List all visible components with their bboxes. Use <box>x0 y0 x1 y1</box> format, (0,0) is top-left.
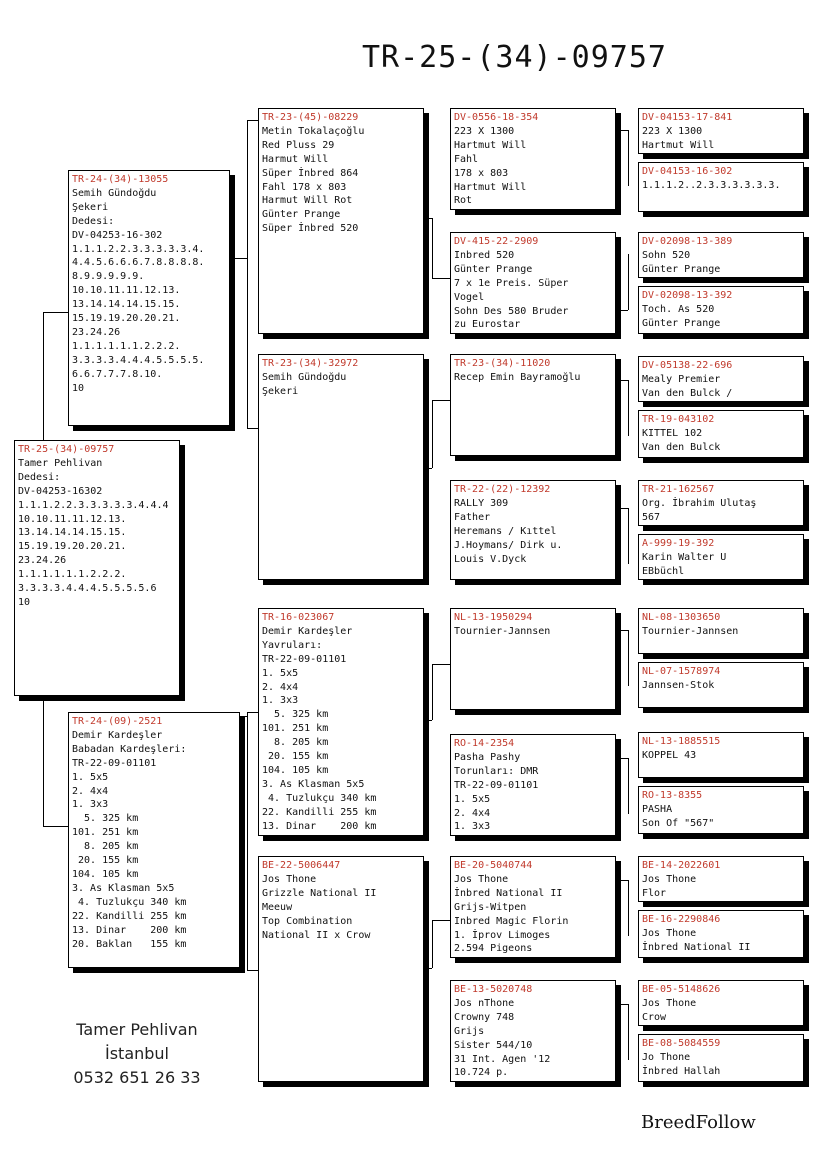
pedigree-line: 3. As Klasman 5x5 <box>262 778 365 790</box>
great-grandparent-card[interactable] <box>638 232 804 278</box>
sire-sire-sire-card[interactable] <box>450 108 616 210</box>
great-grandparent-card[interactable] <box>638 162 804 212</box>
pedigree-line: 3.3.3.3.4.4.4.5.5.5.5.6 <box>18 583 157 595</box>
sire-dam-card[interactable] <box>258 354 424 580</box>
ring-number: TR-24-(34)-13055 <box>72 174 169 185</box>
pedigree-line: Toch. As 520 <box>642 303 715 315</box>
ring-number: NL-07-1578974 <box>642 666 721 677</box>
connector <box>424 968 432 969</box>
contact-city: İstanbul <box>104 1044 169 1063</box>
connector <box>628 1004 629 1060</box>
connector <box>247 970 258 971</box>
pedigree-line: Pasha Pashy <box>454 751 521 763</box>
pedigree-line: Fahl 178 x 803 <box>262 181 347 193</box>
ring-number: BE-14-2022601 <box>642 860 721 871</box>
sire-sire-card[interactable] <box>258 108 424 334</box>
pedigree-line: Inbred 520 <box>454 249 515 261</box>
pedigree-line: Harmut Will <box>262 153 329 165</box>
connector <box>628 880 629 936</box>
pedigree-line: 2. 4x4 <box>72 785 109 797</box>
dam-sire-dam-card[interactable] <box>450 734 616 836</box>
connector <box>247 428 258 429</box>
pedigree-line: Flor <box>642 887 667 899</box>
pedigree-line: National II x Crow <box>262 929 371 941</box>
pedigree-line: 1.1.1.2.2.3.3.3.3.3.4. <box>72 243 205 255</box>
great-grandparent-card[interactable] <box>638 980 804 1026</box>
great-grandparent-card[interactable] <box>638 786 804 834</box>
pedigree-line: Tournier-Jannsen <box>642 625 739 637</box>
sire-dam-dam-card[interactable] <box>450 480 616 580</box>
connector <box>628 254 629 310</box>
ring-number: TR-16-023067 <box>262 612 335 623</box>
connector <box>424 468 432 469</box>
ring-number: BE-08-5084559 <box>642 1038 721 1049</box>
pedigree-line: Father <box>454 511 491 523</box>
connector <box>432 400 450 401</box>
pedigree-line: Günter Prange <box>642 317 721 329</box>
connector <box>247 120 258 121</box>
pedigree-line: Jos Thone <box>642 873 697 885</box>
sire-sire-dam-card[interactable] <box>450 232 616 334</box>
ring-number: DV-415-22-2909 <box>454 236 539 247</box>
ring-number: NL-13-1950294 <box>454 612 533 623</box>
pedigree-line: KITTEL 102 <box>642 427 703 439</box>
pedigree-line: Org. İbrahim Ulutaş <box>642 497 757 509</box>
connector <box>432 920 433 968</box>
pedigree-line: PASHA <box>642 803 673 815</box>
pedigree-line: 10.10.11.11.12.13. <box>18 513 127 525</box>
pedigree-line: J.Hoymans/ Dirk u. <box>454 539 563 551</box>
sire-dam-sire-card[interactable] <box>450 354 616 456</box>
pedigree-line: Meeuw <box>262 901 293 913</box>
pedigree-line: Crow <box>642 1011 667 1023</box>
connector <box>424 720 432 721</box>
pedigree-line: Mealy Premier <box>642 373 721 385</box>
connector <box>43 826 69 827</box>
pedigree-line: 8. 205 km <box>72 841 139 853</box>
pedigree-line: Torunları: DMR <box>454 765 539 777</box>
connector <box>247 712 248 970</box>
pedigree-line: Top Combination <box>262 915 353 927</box>
connector <box>230 258 247 259</box>
pedigree-line: 101. 251 km <box>72 827 139 839</box>
connector <box>43 696 44 826</box>
pedigree-line: 22. Kandilli 255 km <box>262 806 377 818</box>
connector <box>240 716 247 717</box>
pedigree-line: Hartmut Will <box>454 181 527 193</box>
ring-number: DV-04153-17-841 <box>642 112 733 123</box>
ring-number: DV-02098-13-389 <box>642 236 733 247</box>
pedigree-line: Jos Thone <box>454 873 509 885</box>
connector <box>432 664 433 720</box>
pedigree-line: Sohn 520 <box>642 249 691 261</box>
pedigree-line: Sohn Des 580 Bruder <box>454 305 569 317</box>
pedigree-line: 1. 3x3 <box>454 821 491 833</box>
pedigree-line: 23.24.26 <box>18 555 67 567</box>
pedigree-line: 1. 5x5 <box>262 667 299 679</box>
pedigree-line: 1.1.1.2.2.3.3.3.3.3.4.4.4 <box>18 499 169 511</box>
ring-number: TR-21-162567 <box>642 484 715 495</box>
pedigree-line: Grijs-Witpen <box>454 901 527 913</box>
connector <box>616 310 628 311</box>
pedigree-line: Şekeri <box>262 385 299 397</box>
contact-name: Tamer Pehlivan <box>76 1020 198 1039</box>
pedigree-line: DV-04253-16302 <box>18 485 103 497</box>
pedigree-line: Son Of "567" <box>642 817 715 829</box>
pedigree-line: Jos Thone <box>642 927 697 939</box>
pedigree-line: Grizzle National II <box>262 887 377 899</box>
pedigree-line: 5. 325 km <box>262 709 329 721</box>
pedigree-line: 3.3.3.3.4.4.4.5.5.5.5. <box>72 354 205 366</box>
pedigree-line: Demir Kardeşler <box>262 625 353 637</box>
connector <box>432 218 433 278</box>
ring-number: BE-05-5148626 <box>642 984 721 995</box>
great-grandparent-card[interactable] <box>638 356 804 402</box>
pedigree-line: İnbred National II <box>642 941 751 953</box>
page-title: TR-25-(34)-09757 <box>362 40 667 75</box>
pedigree-line: Dedesi: <box>72 215 115 227</box>
pedigree-line: 8.9.9.9.9.9. <box>72 271 145 283</box>
pedigree-line: Crowny 748 <box>454 1011 515 1023</box>
pedigree-line: Red Pluss 29 <box>262 139 335 151</box>
ring-number: TR-23-(34)-32972 <box>262 358 359 369</box>
connector <box>432 920 450 921</box>
pedigree-line: 10 <box>18 596 31 608</box>
connector <box>628 630 629 686</box>
pedigree-line: 31 Int. Agen '12 <box>454 1053 551 1065</box>
pedigree-line: 20. Baklan 155 km <box>72 938 187 950</box>
pedigree-line: Van den Bulck <box>642 441 721 453</box>
pedigree-line: 10.724 p. <box>454 1067 509 1079</box>
pedigree-line: 1.1.1.1.1.1.2.2.2. <box>18 569 127 581</box>
great-grandparent-card[interactable] <box>638 480 804 526</box>
pedigree-line: Harmut Will Rot <box>262 195 353 207</box>
great-grandparent-card[interactable] <box>638 856 804 902</box>
subject-card[interactable] <box>14 440 180 696</box>
connector <box>247 712 258 713</box>
pedigree-line: 101. 251 km <box>262 723 329 735</box>
great-grandparent-card[interactable] <box>638 410 804 458</box>
pedigree-line: 1. 5x5 <box>454 793 491 805</box>
dam-card[interactable] <box>68 712 240 968</box>
connector <box>432 400 433 468</box>
dam-dam-card[interactable] <box>258 856 424 1082</box>
ring-number: BE-20-5040744 <box>454 860 533 871</box>
pedigree-line: 178 x 803 <box>454 167 509 179</box>
pedigree-line: 1.1.1.2..2.3.3.3.3.3.3. <box>642 179 781 191</box>
connector <box>43 312 44 440</box>
connector <box>616 880 628 881</box>
pedigree-line: Yavruları: <box>262 639 323 651</box>
pedigree-line: Günter Prange <box>262 209 341 221</box>
pedigree-line: 8. 205 km <box>262 737 329 749</box>
connector <box>628 508 629 564</box>
pedigree-line: Metin Tokalaçoğlu <box>262 125 365 137</box>
pedigree-line: Van den Bulck / <box>642 387 733 399</box>
connector <box>247 120 248 428</box>
pedigree-line: Jannsen-Stok <box>642 679 715 691</box>
ring-number: DV-0556-18-354 <box>454 112 539 123</box>
dam-dam-dam-card[interactable] <box>450 980 616 1082</box>
connector <box>432 664 450 665</box>
pedigree-line: Günter Prange <box>454 263 533 275</box>
pedigree-line: Tamer Pehlivan <box>18 457 103 469</box>
pedigree-line: 13. Dinar 200 km <box>262 820 377 832</box>
pedigree-line: 567 <box>642 511 661 523</box>
pedigree-line: 1. 5x5 <box>72 771 109 783</box>
pedigree-line: DV-04253-16-302 <box>72 229 163 241</box>
pedigree-line: Rot <box>454 195 473 207</box>
connector <box>628 758 629 814</box>
connector <box>43 312 69 313</box>
pedigree-line: Inbred Magic Florin <box>454 915 569 927</box>
pedigree-line: 22. Kandilli 255 km <box>72 910 187 922</box>
pedigree-line: 20. 155 km <box>72 855 139 867</box>
connector <box>616 630 628 631</box>
contact-phone: 0532 651 26 33 <box>73 1068 201 1087</box>
pedigree-line: 104. 105 km <box>262 764 329 776</box>
pedigree-line: 10 <box>72 382 85 394</box>
pedigree-line: 223 X 1300 <box>454 125 515 137</box>
pedigree-line: zu Eurostar <box>454 319 521 331</box>
pedigree-line: Günter Prange <box>642 263 721 275</box>
pedigree-line: 3. As Klasman 5x5 <box>72 882 175 894</box>
ring-number: DV-04153-16-302 <box>642 166 733 177</box>
pedigree-line: KOPPEL 43 <box>642 749 697 761</box>
ring-number: NL-08-1303650 <box>642 612 721 623</box>
pedigree-line: Tournier-Jannsen <box>454 625 551 637</box>
brand-logo: BreedFollow <box>641 1112 756 1133</box>
contact-block <box>52 1018 222 1090</box>
ring-number: TR-25-(34)-09757 <box>18 444 115 455</box>
great-grandparent-card[interactable] <box>638 286 804 334</box>
pedigree-line: RALLY 309 <box>454 497 509 509</box>
ring-number: DV-05138-22-696 <box>642 360 733 371</box>
pedigree-line: Hartmut Will <box>454 139 527 151</box>
pedigree-line: 10.10.11.11.12.13. <box>72 285 181 297</box>
pedigree-line: EBbüchl <box>642 565 685 577</box>
ring-number: TR-22-(22)-12392 <box>454 484 551 495</box>
pedigree-line: 2.594 Pigeons <box>454 943 533 955</box>
pedigree-line: 1.1.1.1.1.1.2.2.2. <box>72 340 181 352</box>
connector <box>616 508 628 509</box>
pedigree-line: Babadan Kardeşleri: <box>72 743 187 755</box>
pedigree-line: Demir Kardeşler <box>72 729 163 741</box>
ring-number: TR-23-(45)-08229 <box>262 112 359 123</box>
ring-number: BE-16-2290846 <box>642 914 721 925</box>
dam-sire-sire-card[interactable] <box>450 608 616 710</box>
pedigree-line: 13.14.14.14.15.15. <box>72 299 181 311</box>
great-grandparent-card[interactable] <box>638 1034 804 1082</box>
pedigree-line: 20. 155 km <box>262 751 329 763</box>
pedigree-line: 13. Dinar 200 km <box>72 924 187 936</box>
great-grandparent-card[interactable] <box>638 534 804 580</box>
pedigree-line: 7 x 1e Preis. Süper <box>454 277 569 289</box>
connector <box>616 1004 628 1005</box>
great-grandparent-card[interactable] <box>638 608 804 654</box>
pedigree-line: Heremans / Kıttel <box>454 525 557 537</box>
pedigree-line: Louis V.Dyck <box>454 553 527 565</box>
pedigree-line: Vogel <box>454 291 485 303</box>
pedigree-line: Jo Thone <box>642 1051 691 1063</box>
dam-dam-sire-card[interactable] <box>450 856 616 958</box>
pedigree-line: TR-22-09-01101 <box>454 779 539 791</box>
pedigree-line: TR-22-09-01101 <box>72 757 157 769</box>
connector <box>628 380 629 436</box>
pedigree-line: Hartmut Will <box>642 139 715 151</box>
connector <box>616 380 628 381</box>
pedigree-line: 15.19.19.20.20.21. <box>72 313 181 325</box>
pedigree-line: Sister 544/10 <box>454 1039 533 1051</box>
pedigree-line: Şekeri <box>72 201 109 213</box>
pedigree-line: Jos nThone <box>454 997 515 1009</box>
ring-number: TR-24-(09)-2521 <box>72 716 163 727</box>
ring-number: BE-22-5006447 <box>262 860 341 871</box>
pedigree-line: Jos Thone <box>262 873 317 885</box>
pedigree-line: Grijs <box>454 1025 485 1037</box>
pedigree-line: Fahl <box>454 153 479 165</box>
ring-number: NL-13-1885515 <box>642 736 721 747</box>
connector <box>616 130 628 131</box>
pedigree-line: 1. İprov Limoges <box>454 929 551 941</box>
ring-number: A-999-19-392 <box>642 538 715 549</box>
great-grandparent-card[interactable] <box>638 108 804 154</box>
ring-number: TR-19-043102 <box>642 414 715 425</box>
connector <box>616 758 628 759</box>
pedigree-line: Süper İnbred 864 <box>262 167 359 179</box>
pedigree-line: 4. Tuzlukçu 340 km <box>262 792 377 804</box>
ring-number: BE-13-5020748 <box>454 984 533 995</box>
ring-number: RO-13-8355 <box>642 790 703 801</box>
pedigree-line: 1. 3x3 <box>262 695 299 707</box>
connector <box>424 218 432 219</box>
pedigree-line: Recep Emin Bayramoğlu <box>454 371 581 383</box>
pedigree-line: 23.24.26 <box>72 326 121 338</box>
sire-card[interactable] <box>68 170 230 426</box>
pedigree-line: Semih Gündoğdu <box>72 187 157 199</box>
dam-sire-card[interactable] <box>258 608 424 836</box>
pedigree-line: 104. 105 km <box>72 868 139 880</box>
ring-number: TR-23-(34)-11020 <box>454 358 551 369</box>
great-grandparent-card[interactable] <box>638 732 804 778</box>
pedigree-line: 1. 3x3 <box>72 799 109 811</box>
great-grandparent-card[interactable] <box>638 662 804 708</box>
pedigree-line: İnbred Hallah <box>642 1065 721 1077</box>
pedigree-line: TR-22-09-01101 <box>262 653 347 665</box>
pedigree-line: Jos Thone <box>642 997 697 1009</box>
pedigree-line: 13.14.14.14.15.15. <box>18 527 127 539</box>
pedigree-line: 15.19.19.20.20.21. <box>18 541 127 553</box>
pedigree-line: 4. Tuzlukçu 340 km <box>72 896 187 908</box>
ring-number: RO-14-2354 <box>454 738 515 749</box>
great-grandparent-card[interactable] <box>638 910 804 958</box>
pedigree-line: 2. 4x4 <box>262 681 299 693</box>
pedigree-line: Süper İnbred 520 <box>262 223 359 235</box>
pedigree-line: 5. 325 km <box>72 813 139 825</box>
pedigree-line: 6.6.7.7.7.8.10. <box>72 368 163 380</box>
pedigree-line: 223 X 1300 <box>642 125 703 137</box>
pedigree-line: Karin Walter U <box>642 551 727 563</box>
pedigree-line: Semih Gündoğdu <box>262 371 347 383</box>
pedigree-line: Dedesi: <box>18 471 61 483</box>
connector <box>628 130 629 186</box>
ring-number: DV-02098-13-392 <box>642 290 733 301</box>
connector <box>432 278 450 279</box>
pedigree-line: 4.4.5.6.6.6.7.8.8.8.8. <box>72 257 205 269</box>
pedigree-line: İnbred National II <box>454 887 563 899</box>
pedigree-line: 2. 4x4 <box>454 807 491 819</box>
